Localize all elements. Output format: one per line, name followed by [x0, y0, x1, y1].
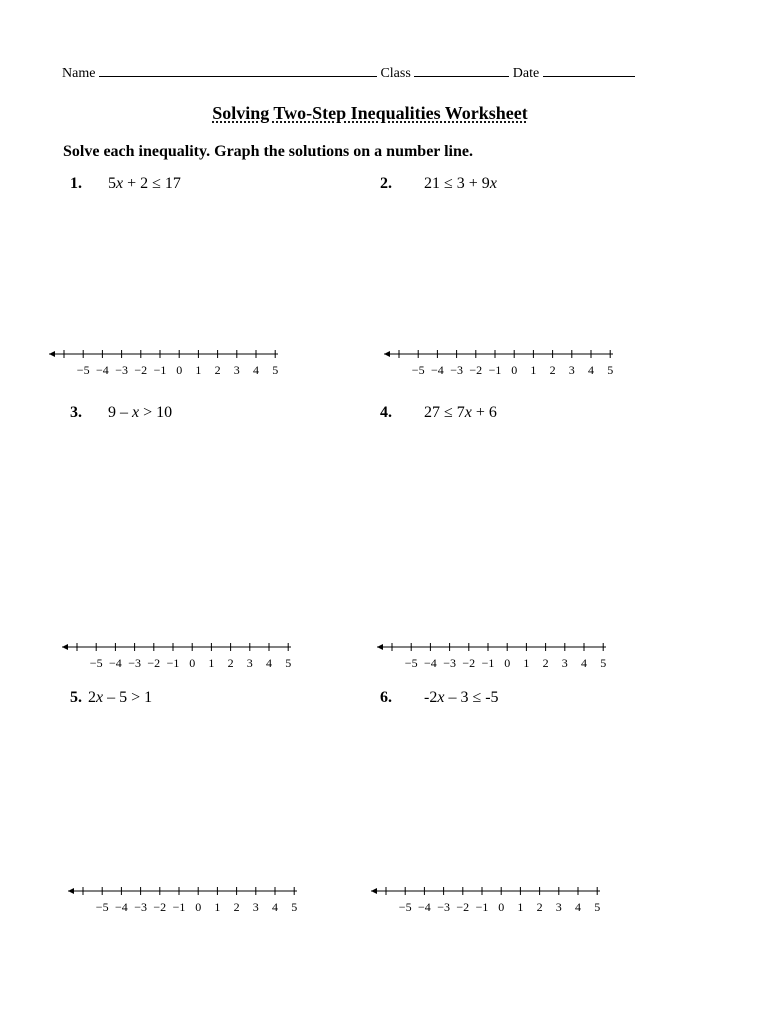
tick-label: 4 — [575, 900, 581, 914]
problem-2 — [380, 175, 497, 193]
class-label: Class — [380, 66, 411, 81]
tick-label: −5 — [411, 363, 425, 377]
problem-6 — [380, 689, 499, 707]
tick-label: −4 — [96, 363, 109, 377]
problem-5 — [70, 689, 152, 707]
left-arrow-icon — [62, 644, 68, 650]
date-field[interactable] — [543, 64, 635, 77]
tick-label: 1 — [214, 900, 221, 914]
tick-label: −2 — [462, 656, 476, 670]
tick-label: 5 — [607, 363, 613, 377]
tick-label: 2 — [542, 656, 549, 670]
tick-label: 4 — [272, 900, 278, 914]
number-line-4[interactable] — [374, 636, 606, 672]
tick-label: 4 — [581, 656, 587, 670]
number-line-3[interactable] — [59, 636, 291, 672]
tick-label: 4 — [588, 363, 594, 377]
tick-label: 3 — [555, 900, 562, 914]
tick-label: 5 — [285, 656, 291, 670]
tick-label: 5 — [291, 900, 297, 914]
tick-label: 1 — [208, 656, 215, 670]
number-line-2[interactable] — [381, 343, 613, 379]
number-line-6[interactable] — [368, 880, 600, 916]
tick-label: 1 — [517, 900, 524, 914]
tick-label: 2 — [227, 656, 234, 670]
problem-expression: 2x – 5 > 1 — [88, 689, 153, 706]
tick-label: −3 — [443, 656, 456, 670]
tick-label: 0 — [189, 656, 196, 670]
tick-label: −2 — [147, 656, 161, 670]
problem-1 — [70, 175, 181, 193]
tick-label: −2 — [153, 900, 167, 914]
problem-3 — [70, 404, 172, 422]
tick-label: 4 — [266, 656, 272, 670]
problem-number: 4. — [380, 404, 392, 421]
tick-label: −5 — [76, 363, 90, 377]
tick-label: −1 — [475, 900, 489, 914]
left-arrow-icon — [68, 888, 74, 894]
name-field[interactable] — [99, 64, 377, 77]
tick-label: −3 — [450, 363, 463, 377]
tick-label: 0 — [504, 656, 511, 670]
tick-label: 1 — [530, 363, 537, 377]
date-label: Date — [512, 66, 540, 81]
instructions: Solve each inequality. Graph the solutions on a number line. — [63, 143, 473, 160]
tick-label: 3 — [246, 656, 253, 670]
tick-label: −1 — [166, 656, 180, 670]
class-field[interactable] — [414, 64, 509, 77]
problem-number: 3. — [70, 404, 82, 421]
problem-expression: 27 ≤ 7x + 6 — [424, 404, 497, 421]
problem-number: 6. — [380, 689, 392, 706]
left-arrow-icon — [384, 351, 390, 357]
tick-label: 4 — [253, 363, 259, 377]
number-line-5[interactable] — [65, 880, 297, 916]
tick-label: 3 — [568, 363, 575, 377]
left-arrow-icon — [49, 351, 55, 357]
tick-label: −1 — [481, 656, 495, 670]
tick-label: 0 — [176, 363, 183, 377]
tick-label: 5 — [594, 900, 600, 914]
tick-label: 1 — [523, 656, 530, 670]
number-line-1[interactable] — [46, 343, 278, 379]
tick-label: −1 — [153, 363, 167, 377]
tick-label: 3 — [233, 363, 240, 377]
tick-label: −4 — [431, 363, 444, 377]
tick-label: −4 — [115, 900, 128, 914]
left-arrow-icon — [371, 888, 377, 894]
tick-label: −1 — [172, 900, 186, 914]
problem-expression: 5x + 2 ≤ 17 — [108, 175, 181, 192]
tick-label: 2 — [233, 900, 240, 914]
tick-label: 0 — [195, 900, 202, 914]
tick-label: −3 — [115, 363, 128, 377]
tick-label: −4 — [424, 656, 437, 670]
tick-label: −4 — [418, 900, 431, 914]
tick-label: −3 — [437, 900, 450, 914]
tick-label: −3 — [134, 900, 147, 914]
problem-expression: 9 – x > 10 — [108, 404, 173, 421]
problem-number: 1. — [70, 175, 82, 192]
problem-number: 2. — [380, 175, 392, 192]
tick-label: 2 — [536, 900, 543, 914]
tick-label: −5 — [398, 900, 412, 914]
worksheet-title: Solving Two-Step Inequalities Worksheet — [212, 103, 528, 123]
problem-4 — [380, 404, 497, 422]
tick-label: −2 — [469, 363, 483, 377]
tick-label: 5 — [600, 656, 606, 670]
tick-label: 3 — [561, 656, 568, 670]
tick-label: −5 — [95, 900, 109, 914]
student-info-header — [62, 64, 635, 82]
tick-label: −3 — [128, 656, 141, 670]
tick-label: 0 — [498, 900, 505, 914]
name-label: Name — [62, 66, 96, 81]
problem-expression: -2x – 3 ≤ -5 — [424, 689, 499, 706]
tick-label: 3 — [252, 900, 259, 914]
problem-number: 5. — [70, 689, 82, 706]
tick-label: 1 — [195, 363, 202, 377]
tick-label: −4 — [109, 656, 122, 670]
tick-label: −2 — [456, 900, 470, 914]
left-arrow-icon — [377, 644, 383, 650]
tick-label: 2 — [214, 363, 221, 377]
tick-label: 0 — [511, 363, 518, 377]
problem-expression: 21 ≤ 3 + 9x — [424, 175, 497, 192]
tick-label: −1 — [488, 363, 502, 377]
tick-label: −2 — [134, 363, 148, 377]
tick-label: 2 — [549, 363, 556, 377]
tick-label: 5 — [272, 363, 278, 377]
tick-label: −5 — [404, 656, 418, 670]
tick-label: −5 — [89, 656, 103, 670]
